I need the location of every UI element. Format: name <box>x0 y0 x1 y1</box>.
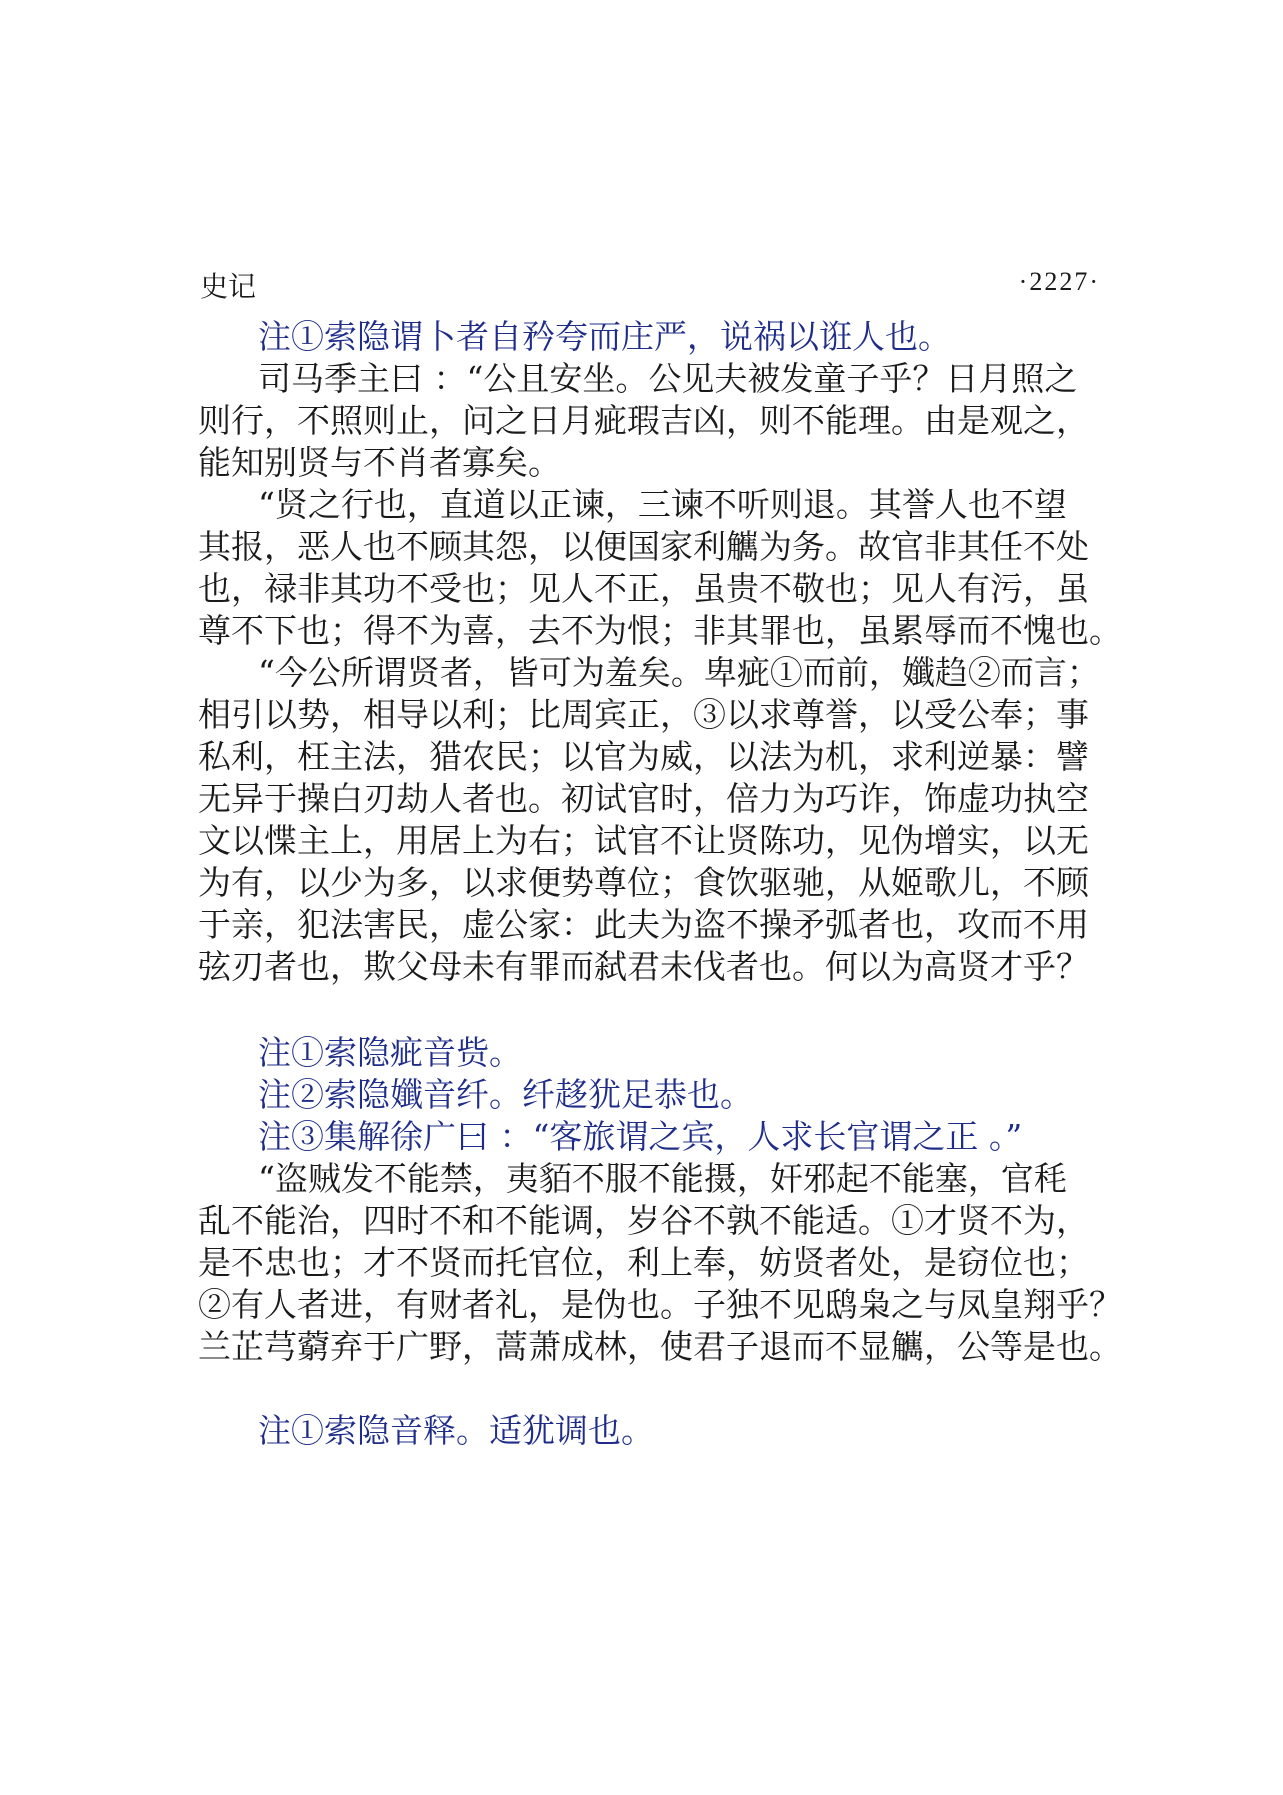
text-line: 则行，不照则止，问之日月疵瑕吉凶，则不能理。由是观之， <box>198 401 1089 440</box>
annotation-line: 注③集解徐广曰 ：“客旅谓之宾，人求长官谓之正 。” <box>258 1117 1023 1156</box>
annotation-line: 注①索隐谓卜者自矜夸而庄严，说祸以诳人也。 <box>258 317 951 356</box>
page-number: ·2227· <box>1018 267 1100 296</box>
text-line: “盗贼发不能禁，夷貊不服不能摄，奸邪起不能塞，官秏 <box>258 1159 1067 1198</box>
text-line: 其报，恶人也不顾其怨，以便国家利觽为务。故官非其任不处 <box>198 527 1089 566</box>
annotation-line: 注①索隐音释。适犹调也。 <box>258 1411 654 1450</box>
text-line: 为有，以少为多，以求便势尊位；食饮驱驰，从姬歌儿，不顾 <box>198 863 1089 902</box>
text-line: 弦刃者也，欺父母未有罪而弑君未伐者也。何以为高贤才乎？ <box>198 947 1089 986</box>
text-line: 文以惵主上，用居上为右；试官不让贤陈功，见伪增实，以无 <box>198 821 1089 860</box>
text-line: 尊不下也；得不为喜，去不为恨；非其罪也，虽累辱而不愧也。 <box>198 611 1122 650</box>
annotation-line: 注①索隐疵音赀。 <box>258 1033 522 1072</box>
text-line: 于亲，犯法害民，虚公家：此夫为盗不操矛弧者也，攻而不用 <box>198 905 1089 944</box>
book-title: 史记 <box>200 270 257 303</box>
text-line: 兰芷芎藭弃于广野，蒿萧成林，使君子退而不显觽，公等是也。 <box>198 1327 1122 1366</box>
text-line: 也，禄非其功不受也；见人不正，虽贵不敬也；见人有污，虽 <box>198 569 1089 608</box>
text-line: “贤之行也，直道以正谏，三谏不听则退。其誉人也不望 <box>258 485 1067 524</box>
text-line: 无异于操白刃劫人者也。初试官时，倍力为巧诈，饰虚功执空 <box>198 779 1089 818</box>
text-line: ②有人者进，有财者礼，是伪也。子独不见鸱枭之与凤皇翔乎？ <box>198 1285 1122 1324</box>
text-line: “今公所谓贤者，皆可为羞矣。卑疵①而前，孅趋②而言； <box>258 653 1100 692</box>
text-line: 司马季主曰 ：“公且安坐。公见夫被发童子乎？日月照之 <box>258 359 1078 398</box>
text-line: 私利，枉主法，猎农民；以官为威，以法为机，求利逆暴：譬 <box>198 737 1089 776</box>
text-line: 是不忠也；才不贤而托官位，利上奉，妨贤者处，是窃位也； <box>198 1243 1089 1282</box>
annotation-line: 注②索隐孅音纤。纤趍犹足恭也。 <box>258 1075 753 1114</box>
text-line: 乱不能治，四时不和不能调，岁谷不孰不能适。①才贤不为， <box>198 1201 1089 1240</box>
text-line: 相引以势，相导以利；比周宾正，③以求尊誉，以受公奉；事 <box>198 695 1089 734</box>
page-header <box>200 265 1100 305</box>
text-line: 能知别贤与不肖者寡矣。 <box>198 443 561 482</box>
